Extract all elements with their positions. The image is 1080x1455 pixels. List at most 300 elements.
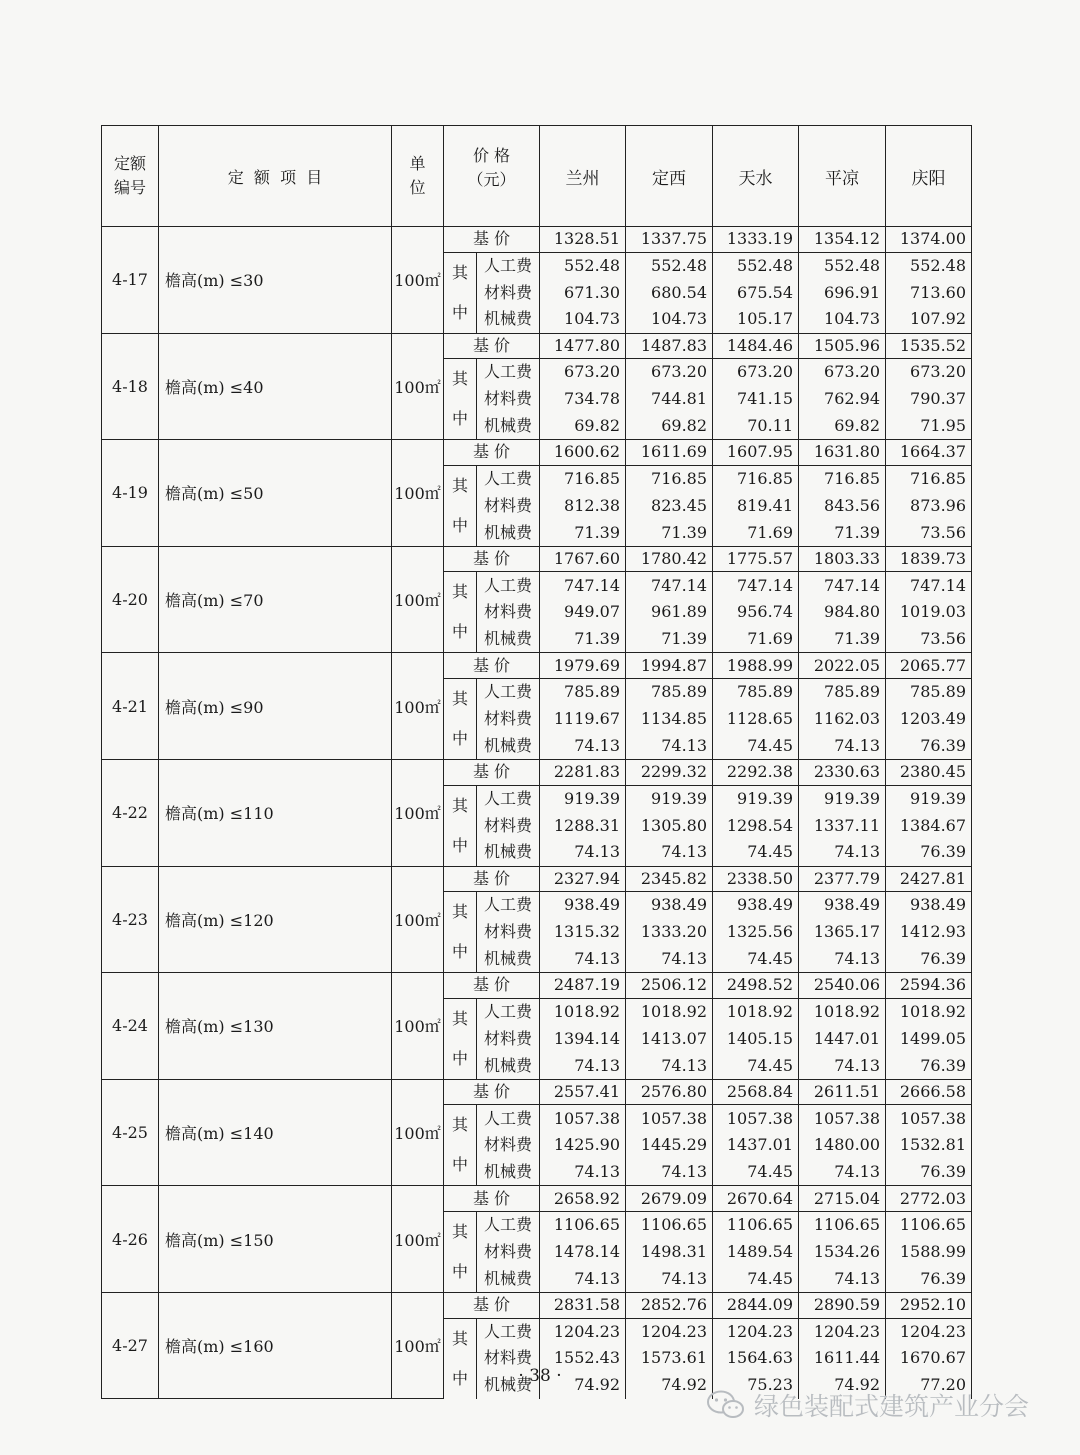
- material-value: 1305.80: [626, 812, 713, 839]
- quota-body: [102, 227, 972, 1399]
- labor-value: 1057.38: [626, 1105, 713, 1132]
- quota-unit: 100㎡: [392, 440, 444, 547]
- labor-label: 人工费: [477, 892, 540, 919]
- base-price-value: 1664.37: [886, 440, 972, 466]
- machine-value: 74.13: [799, 946, 886, 973]
- quota-unit: 100㎡: [392, 227, 444, 334]
- machine-value: 71.39: [626, 519, 713, 546]
- quota-code: 4-20: [102, 546, 159, 653]
- base-price-value: 2952.10: [886, 1292, 972, 1318]
- base-price-value: 1780.42: [626, 546, 713, 572]
- qizhong-label: 其 中: [444, 892, 477, 973]
- machine-value: 71.39: [799, 519, 886, 546]
- qizhong-label: 其 中: [444, 998, 477, 1079]
- quota-item: 檐高(m) ≤110: [159, 759, 392, 866]
- material-value: 1315.32: [540, 919, 626, 946]
- base-price-value: 1839.73: [886, 546, 972, 572]
- header-item: 定 额 项 目: [159, 126, 392, 227]
- material-value: 1298.54: [713, 812, 799, 839]
- machine-value: 69.82: [540, 413, 626, 440]
- labor-value: 1057.38: [799, 1105, 886, 1132]
- base-price-value: 2327.94: [540, 866, 626, 892]
- watermark: [706, 1387, 1029, 1423]
- base-price-value: 1487.83: [626, 333, 713, 359]
- base-price-value: 1803.33: [799, 546, 886, 572]
- labor-value: 716.85: [540, 465, 626, 492]
- base-price-label: 基 价: [444, 866, 540, 892]
- quota-code: 4-22: [102, 759, 159, 866]
- quota-unit: 100㎡: [392, 1186, 444, 1293]
- base-price-label: 基 价: [444, 1186, 540, 1212]
- labor-value: 747.14: [713, 572, 799, 599]
- machine-value: 77.20: [886, 1372, 972, 1399]
- base-price-value: 2557.41: [540, 1079, 626, 1105]
- base-price-value: 1994.87: [626, 653, 713, 679]
- machine-value: 74.13: [799, 839, 886, 866]
- base-price-value: 2427.81: [886, 866, 972, 892]
- machine-value: 76.39: [886, 946, 972, 973]
- base-price-value: 2330.63: [799, 759, 886, 785]
- base-price-value: 2852.76: [626, 1292, 713, 1318]
- machine-value: 71.69: [713, 519, 799, 546]
- labor-value: 1018.92: [799, 998, 886, 1025]
- labor-label: 人工费: [477, 465, 540, 492]
- quota-item: 檐高(m) ≤140: [159, 1079, 392, 1186]
- labor-label: 人工费: [477, 678, 540, 705]
- material-value: 1384.67: [886, 812, 972, 839]
- material-value: 1437.01: [713, 1132, 799, 1159]
- material-label: 材料费: [477, 279, 540, 306]
- labor-value: 673.20: [799, 359, 886, 386]
- header-place-qingyang: 庆阳: [886, 126, 972, 227]
- base-price-label: 基 价: [444, 653, 540, 679]
- machine-value: 74.45: [713, 1052, 799, 1079]
- quota-item: 檐高(m) ≤130: [159, 973, 392, 1080]
- base-price-value: 1767.60: [540, 546, 626, 572]
- material-value: 1499.05: [886, 1025, 972, 1052]
- machine-label: 机械费: [477, 306, 540, 333]
- quota-code: 4-18: [102, 333, 159, 440]
- material-value: 1480.00: [799, 1132, 886, 1159]
- base-price-value: 2679.09: [626, 1186, 713, 1212]
- material-value: 1333.20: [626, 919, 713, 946]
- machine-value: 74.13: [626, 839, 713, 866]
- quota-item: 檐高(m) ≤120: [159, 866, 392, 973]
- machine-value: 76.39: [886, 732, 972, 759]
- quota-item: 檐高(m) ≤150: [159, 1186, 392, 1293]
- machine-value: 74.13: [626, 946, 713, 973]
- machine-value: 74.92: [799, 1372, 886, 1399]
- quota-code: 4-21: [102, 653, 159, 760]
- qizhong-label: 其 中: [444, 1105, 477, 1186]
- base-price-value: 1328.51: [540, 227, 626, 253]
- header-unit: 单 位: [392, 126, 444, 227]
- machine-value: 74.45: [713, 732, 799, 759]
- base-price-value: 2022.05: [799, 653, 886, 679]
- header-place-lanzhou: 兰州: [540, 126, 626, 227]
- base-price-row: [102, 1079, 972, 1105]
- labor-label: 人工费: [477, 252, 540, 279]
- base-price-row: [102, 1186, 972, 1212]
- base-price-row: [102, 653, 972, 679]
- labor-label: 人工费: [477, 998, 540, 1025]
- labor-label: 人工费: [477, 572, 540, 599]
- base-price-row: [102, 759, 972, 785]
- qizhong-label: 其 中: [444, 678, 477, 759]
- machine-value: 71.69: [713, 626, 799, 653]
- machine-value: 74.92: [626, 1372, 713, 1399]
- material-value: 734.78: [540, 386, 626, 413]
- qizhong-label: 其 中: [444, 572, 477, 653]
- quota-code: 4-25: [102, 1079, 159, 1186]
- material-value: 1447.01: [799, 1025, 886, 1052]
- base-price-value: 2844.09: [713, 1292, 799, 1318]
- page-number: · 38 ·: [518, 1366, 562, 1386]
- labor-value: 1106.65: [886, 1211, 972, 1238]
- quota-item: 檐高(m) ≤50: [159, 440, 392, 547]
- material-label: 材料费: [477, 1132, 540, 1159]
- machine-value: 74.13: [540, 1052, 626, 1079]
- machine-label: 机械费: [477, 626, 540, 653]
- material-value: 812.38: [540, 492, 626, 519]
- base-price-value: 2576.80: [626, 1079, 713, 1105]
- machine-label: 机械费: [477, 413, 540, 440]
- machine-label: 机械费: [477, 1372, 540, 1399]
- machine-value: 104.73: [540, 306, 626, 333]
- quota-code: 4-24: [102, 973, 159, 1080]
- base-price-row: [102, 546, 972, 572]
- material-value: 1445.29: [626, 1132, 713, 1159]
- labor-value: 1018.92: [540, 998, 626, 1025]
- base-price-value: 1611.69: [626, 440, 713, 466]
- material-value: 790.37: [886, 386, 972, 413]
- machine-value: 74.13: [540, 1265, 626, 1292]
- machine-value: 74.45: [713, 1265, 799, 1292]
- labor-value: 716.85: [886, 465, 972, 492]
- machine-value: 76.39: [886, 1159, 972, 1186]
- quota-code: 4-27: [102, 1292, 159, 1398]
- labor-value: 673.20: [626, 359, 713, 386]
- base-price-value: 1607.95: [713, 440, 799, 466]
- base-price-value: 1337.75: [626, 227, 713, 253]
- base-price-value: 1535.52: [886, 333, 972, 359]
- machine-value: 70.11: [713, 413, 799, 440]
- quota-unit: 100㎡: [392, 866, 444, 973]
- labor-value: 1204.23: [886, 1318, 972, 1345]
- material-label: 材料费: [477, 1345, 540, 1372]
- labor-value: 552.48: [626, 252, 713, 279]
- machine-value: 71.39: [540, 519, 626, 546]
- machine-value: 76.39: [886, 1265, 972, 1292]
- material-value: 1498.31: [626, 1238, 713, 1265]
- material-value: 1128.65: [713, 705, 799, 732]
- header-place-tianshui: 天水: [713, 126, 799, 227]
- material-value: 1134.85: [626, 705, 713, 732]
- material-value: 1564.63: [713, 1345, 799, 1372]
- labor-value: 938.49: [799, 892, 886, 919]
- machine-value: 69.82: [626, 413, 713, 440]
- labor-value: 716.85: [713, 465, 799, 492]
- base-price-value: 2380.45: [886, 759, 972, 785]
- quota-code: 4-26: [102, 1186, 159, 1293]
- base-price-value: 2594.36: [886, 973, 972, 999]
- machine-label: 机械费: [477, 839, 540, 866]
- material-value: 680.54: [626, 279, 713, 306]
- material-value: 956.74: [713, 599, 799, 626]
- material-value: 713.60: [886, 279, 972, 306]
- labor-value: 1106.65: [540, 1211, 626, 1238]
- machine-label: 机械费: [477, 732, 540, 759]
- labor-value: 938.49: [540, 892, 626, 919]
- qizhong-label: 其 中: [444, 785, 477, 866]
- labor-label: 人工费: [477, 1105, 540, 1132]
- labor-value: 747.14: [540, 572, 626, 599]
- machine-value: 69.82: [799, 413, 886, 440]
- labor-value: 785.89: [713, 678, 799, 705]
- base-price-value: 2568.84: [713, 1079, 799, 1105]
- base-price-label: 基 价: [444, 333, 540, 359]
- machine-value: 73.56: [886, 519, 972, 546]
- base-price-row: [102, 333, 972, 359]
- labor-value: 552.48: [799, 252, 886, 279]
- base-price-value: 2658.92: [540, 1186, 626, 1212]
- qizhong-label: 其 中: [444, 465, 477, 546]
- quota-item: 檐高(m) ≤70: [159, 546, 392, 653]
- material-label: 材料费: [477, 1025, 540, 1052]
- base-price-value: 2377.79: [799, 866, 886, 892]
- base-price-value: 1505.96: [799, 333, 886, 359]
- labor-value: 1106.65: [799, 1211, 886, 1238]
- header-price: 价 格 （元）: [444, 126, 540, 227]
- machine-value: 74.13: [799, 732, 886, 759]
- labor-value: 938.49: [886, 892, 972, 919]
- material-value: 873.96: [886, 492, 972, 519]
- base-price-value: 2670.64: [713, 1186, 799, 1212]
- quota-item: 檐高(m) ≤160: [159, 1292, 392, 1398]
- labor-value: 716.85: [626, 465, 713, 492]
- labor-value: 1018.92: [886, 998, 972, 1025]
- labor-label: 人工费: [477, 359, 540, 386]
- material-value: 819.41: [713, 492, 799, 519]
- material-value: 823.45: [626, 492, 713, 519]
- machine-value: 74.13: [799, 1159, 886, 1186]
- labor-value: 552.48: [713, 252, 799, 279]
- labor-value: 747.14: [799, 572, 886, 599]
- labor-label: 人工费: [477, 1211, 540, 1238]
- labor-value: 1204.23: [799, 1318, 886, 1345]
- base-price-value: 2065.77: [886, 653, 972, 679]
- material-value: 1162.03: [799, 705, 886, 732]
- machine-value: 71.39: [540, 626, 626, 653]
- base-price-value: 2772.03: [886, 1186, 972, 1212]
- base-price-label: 基 价: [444, 227, 540, 253]
- base-price-row: [102, 866, 972, 892]
- labor-value: 673.20: [713, 359, 799, 386]
- watermark-text: 绿色装配式建筑产业分会: [754, 1392, 1030, 1421]
- machine-value: 71.95: [886, 413, 972, 440]
- base-price-value: 2292.38: [713, 759, 799, 785]
- base-price-value: 1477.80: [540, 333, 626, 359]
- machine-value: 74.45: [713, 1159, 799, 1186]
- base-price-value: 1631.80: [799, 440, 886, 466]
- material-value: 1325.56: [713, 919, 799, 946]
- machine-value: 74.45: [713, 946, 799, 973]
- labor-value: 673.20: [540, 359, 626, 386]
- header-row: [102, 126, 972, 227]
- base-price-value: 1484.46: [713, 333, 799, 359]
- base-price-value: 2666.58: [886, 1079, 972, 1105]
- material-value: 1573.61: [626, 1345, 713, 1372]
- machine-value: 74.13: [626, 1265, 713, 1292]
- machine-value: 76.39: [886, 839, 972, 866]
- machine-value: 74.13: [540, 839, 626, 866]
- base-price-row: [102, 440, 972, 466]
- material-value: 1413.07: [626, 1025, 713, 1052]
- material-label: 材料费: [477, 919, 540, 946]
- material-value: 1425.90: [540, 1132, 626, 1159]
- base-price-value: 1600.62: [540, 440, 626, 466]
- material-value: 741.15: [713, 386, 799, 413]
- quota-code: 4-19: [102, 440, 159, 547]
- labor-value: 1106.65: [626, 1211, 713, 1238]
- labor-value: 1018.92: [713, 998, 799, 1025]
- material-value: 1019.03: [886, 599, 972, 626]
- labor-value: 919.39: [713, 785, 799, 812]
- labor-value: 785.89: [799, 678, 886, 705]
- material-value: 744.81: [626, 386, 713, 413]
- labor-value: 552.48: [886, 252, 972, 279]
- labor-value: 1106.65: [713, 1211, 799, 1238]
- material-value: 961.89: [626, 599, 713, 626]
- base-price-row: [102, 1292, 972, 1318]
- machine-value: 74.13: [626, 1052, 713, 1079]
- material-value: 675.54: [713, 279, 799, 306]
- base-price-value: 2715.04: [799, 1186, 886, 1212]
- labor-value: 938.49: [713, 892, 799, 919]
- material-value: 671.30: [540, 279, 626, 306]
- material-value: 843.56: [799, 492, 886, 519]
- labor-label: 人工费: [477, 785, 540, 812]
- header-code: 定额 编号: [102, 126, 159, 227]
- base-price-row: [102, 227, 972, 253]
- qizhong-label: 其 中: [444, 1211, 477, 1292]
- base-price-row: [102, 973, 972, 999]
- machine-value: 74.13: [540, 1159, 626, 1186]
- base-price-label: 基 价: [444, 1079, 540, 1105]
- machine-value: 76.39: [886, 1052, 972, 1079]
- labor-value: 1204.23: [540, 1318, 626, 1345]
- machine-label: 机械费: [477, 519, 540, 546]
- qizhong-label: 其 中: [444, 252, 477, 333]
- material-value: 1337.11: [799, 812, 886, 839]
- base-price-label: 基 价: [444, 440, 540, 466]
- material-value: 949.07: [540, 599, 626, 626]
- material-value: 696.91: [799, 279, 886, 306]
- base-price-value: 2831.58: [540, 1292, 626, 1318]
- machine-value: 105.17: [713, 306, 799, 333]
- labor-value: 1204.23: [626, 1318, 713, 1345]
- machine-value: 74.13: [540, 946, 626, 973]
- labor-value: 785.89: [626, 678, 713, 705]
- quota-unit: 100㎡: [392, 1292, 444, 1398]
- material-label: 材料费: [477, 492, 540, 519]
- quota-unit: 100㎡: [392, 333, 444, 440]
- machine-value: 104.73: [626, 306, 713, 333]
- base-price-value: 1775.57: [713, 546, 799, 572]
- quota-code: 4-17: [102, 227, 159, 334]
- base-price-value: 2611.51: [799, 1079, 886, 1105]
- material-value: 1365.17: [799, 919, 886, 946]
- machine-value: 74.45: [713, 839, 799, 866]
- machine-value: 107.92: [886, 306, 972, 333]
- labor-value: 919.39: [626, 785, 713, 812]
- quota-item: 檐高(m) ≤40: [159, 333, 392, 440]
- machine-label: 机械费: [477, 1265, 540, 1292]
- material-label: 材料费: [477, 705, 540, 732]
- quota-table: [101, 125, 972, 1399]
- machine-value: 71.39: [799, 626, 886, 653]
- quota-unit: 100㎡: [392, 1079, 444, 1186]
- material-label: 材料费: [477, 386, 540, 413]
- material-value: 1405.15: [713, 1025, 799, 1052]
- material-value: 1478.14: [540, 1238, 626, 1265]
- machine-label: 机械费: [477, 1052, 540, 1079]
- material-value: 762.94: [799, 386, 886, 413]
- machine-value: 75.23: [713, 1372, 799, 1399]
- machine-value: 74.13: [626, 1159, 713, 1186]
- base-price-value: 2345.82: [626, 866, 713, 892]
- base-price-value: 2487.19: [540, 973, 626, 999]
- base-price-value: 2498.52: [713, 973, 799, 999]
- wechat-icon: [706, 1389, 746, 1421]
- machine-label: 机械费: [477, 946, 540, 973]
- base-price-value: 2540.06: [799, 973, 886, 999]
- base-price-value: 1374.00: [886, 227, 972, 253]
- material-value: 1394.14: [540, 1025, 626, 1052]
- material-label: 材料费: [477, 599, 540, 626]
- material-value: 1588.99: [886, 1238, 972, 1265]
- quota-unit: 100㎡: [392, 653, 444, 760]
- header-place-dingxi: 定西: [626, 126, 713, 227]
- labor-label: 人工费: [477, 1318, 540, 1345]
- labor-value: 747.14: [626, 572, 713, 599]
- base-price-value: 2890.59: [799, 1292, 886, 1318]
- base-price-label: 基 价: [444, 973, 540, 999]
- base-price-label: 基 价: [444, 1292, 540, 1318]
- machine-value: 74.13: [799, 1265, 886, 1292]
- material-value: 984.80: [799, 599, 886, 626]
- material-value: 1203.49: [886, 705, 972, 732]
- material-value: 1611.44: [799, 1345, 886, 1372]
- machine-value: 71.39: [626, 626, 713, 653]
- material-value: 1119.67: [540, 705, 626, 732]
- qizhong-label: 其 中: [444, 1318, 477, 1399]
- qizhong-label: 其 中: [444, 359, 477, 440]
- quota-code: 4-23: [102, 866, 159, 973]
- quota-item: 檐高(m) ≤30: [159, 227, 392, 334]
- header-place-pingliang: 平凉: [799, 126, 886, 227]
- base-price-label: 基 价: [444, 546, 540, 572]
- base-price-value: 2281.83: [540, 759, 626, 785]
- labor-value: 919.39: [540, 785, 626, 812]
- labor-value: 1018.92: [626, 998, 713, 1025]
- labor-value: 919.39: [886, 785, 972, 812]
- labor-value: 938.49: [626, 892, 713, 919]
- base-price-value: 2506.12: [626, 973, 713, 999]
- material-value: 1534.26: [799, 1238, 886, 1265]
- machine-value: 74.13: [626, 732, 713, 759]
- material-value: 1552.43: [540, 1345, 626, 1372]
